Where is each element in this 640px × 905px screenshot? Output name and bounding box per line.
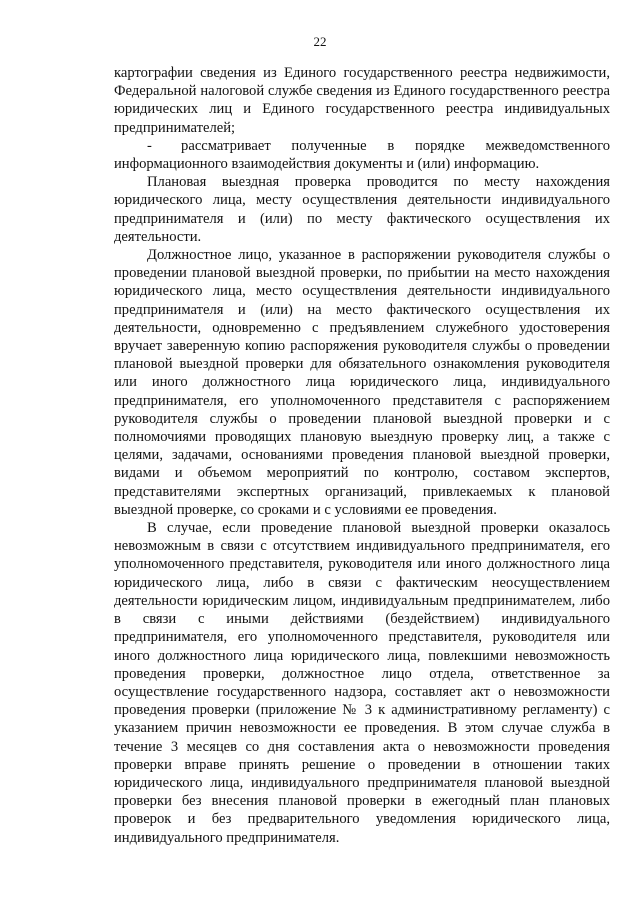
- page-number: 22: [313, 34, 327, 49]
- paragraph-impossibility-act: В случае, если проведение плановой выездной проверки оказалось невозможным в связи с отсутствием индивидуального предпринимателя, его уполномоченного представителя, руководителя или иного должностного лица юридического лица, либо в связи с фактическим неосуществлением деятельности юридическим лицом, индивидуальным предпринимателем, либо в связи с иными действиями (бездействием) индивидуального предпринимателя, его уполномоченного представителя, руководителя или иного должностного лица юридического лица, повлекшими невозможность проведения проверки, должностное лицо отдела, ответственное за осуществление государственного надзора, составляет акт о невозможности проведения проверки (приложение № 3 к административному регламенту) с указанием причин невозможности ее проведения. В этом случае служба в течение 3 месяцев со дня составления акта о невозможности проведения проверки вправе принять решение о проведении в отношении таких юридического лица, индивидуального предпринимателя плановой выездной проверки без внесения плановой проверки в ежегодный план плановых проверок и без предварительного уведомления юридического лица, индивидуального предпринимателя.: [114, 520, 610, 846]
- list-item-dash: - рассматривает полученные в порядке межведомственного информационного взаимодействия документы и (или) информацию.: [114, 137, 610, 173]
- paragraph-official-duties: Должностное лицо, указанное в распоряжении руководителя службы о проведении плановой выездной проверки, по прибытии на место нахождения юридического лица, место осуществления деятельности индивидуального предпринимателя и (или) на место фактического осуществления их деятельности, одновременно с предъявлением служебного удостоверения вручает заверенную копию распоряжения руководителя службы о проведении плановой выездной проверки для обязательного ознакомления руководителя или иного должностного лица юридического лица, индивидуального предпринимателя, его уполномоченного представителя с распоряжением руководителя службы о проведении плановой выездной проверки и с полномочиями проводящих плановую выездную проверку лиц, а также с целями, задачами, основаниями проведения плановой выездной проверки, видами и объемом мероприятий по контролю, составом экспертов, представителями экспертных организаций, привлекаемых к плановой выездной проверке, со сроками и с условиями ее проведения.: [114, 247, 610, 518]
- document-body: [114, 64, 610, 847]
- paragraph-inspection-location: Плановая выездная проверка проводится по месту нахождения юридического лица, месту осуществления деятельности индивидуального предпринимателя и (или) по месту фактического осуществления их деятельности.: [114, 174, 610, 245]
- paragraph-continuation: картографии сведения из Единого государственного реестра недвижимости, Федеральной налоговой службе сведения из Единого государственного реестра юридических лиц и Единого государственного реестра индивидуальных предпринимателей;: [114, 65, 610, 136]
